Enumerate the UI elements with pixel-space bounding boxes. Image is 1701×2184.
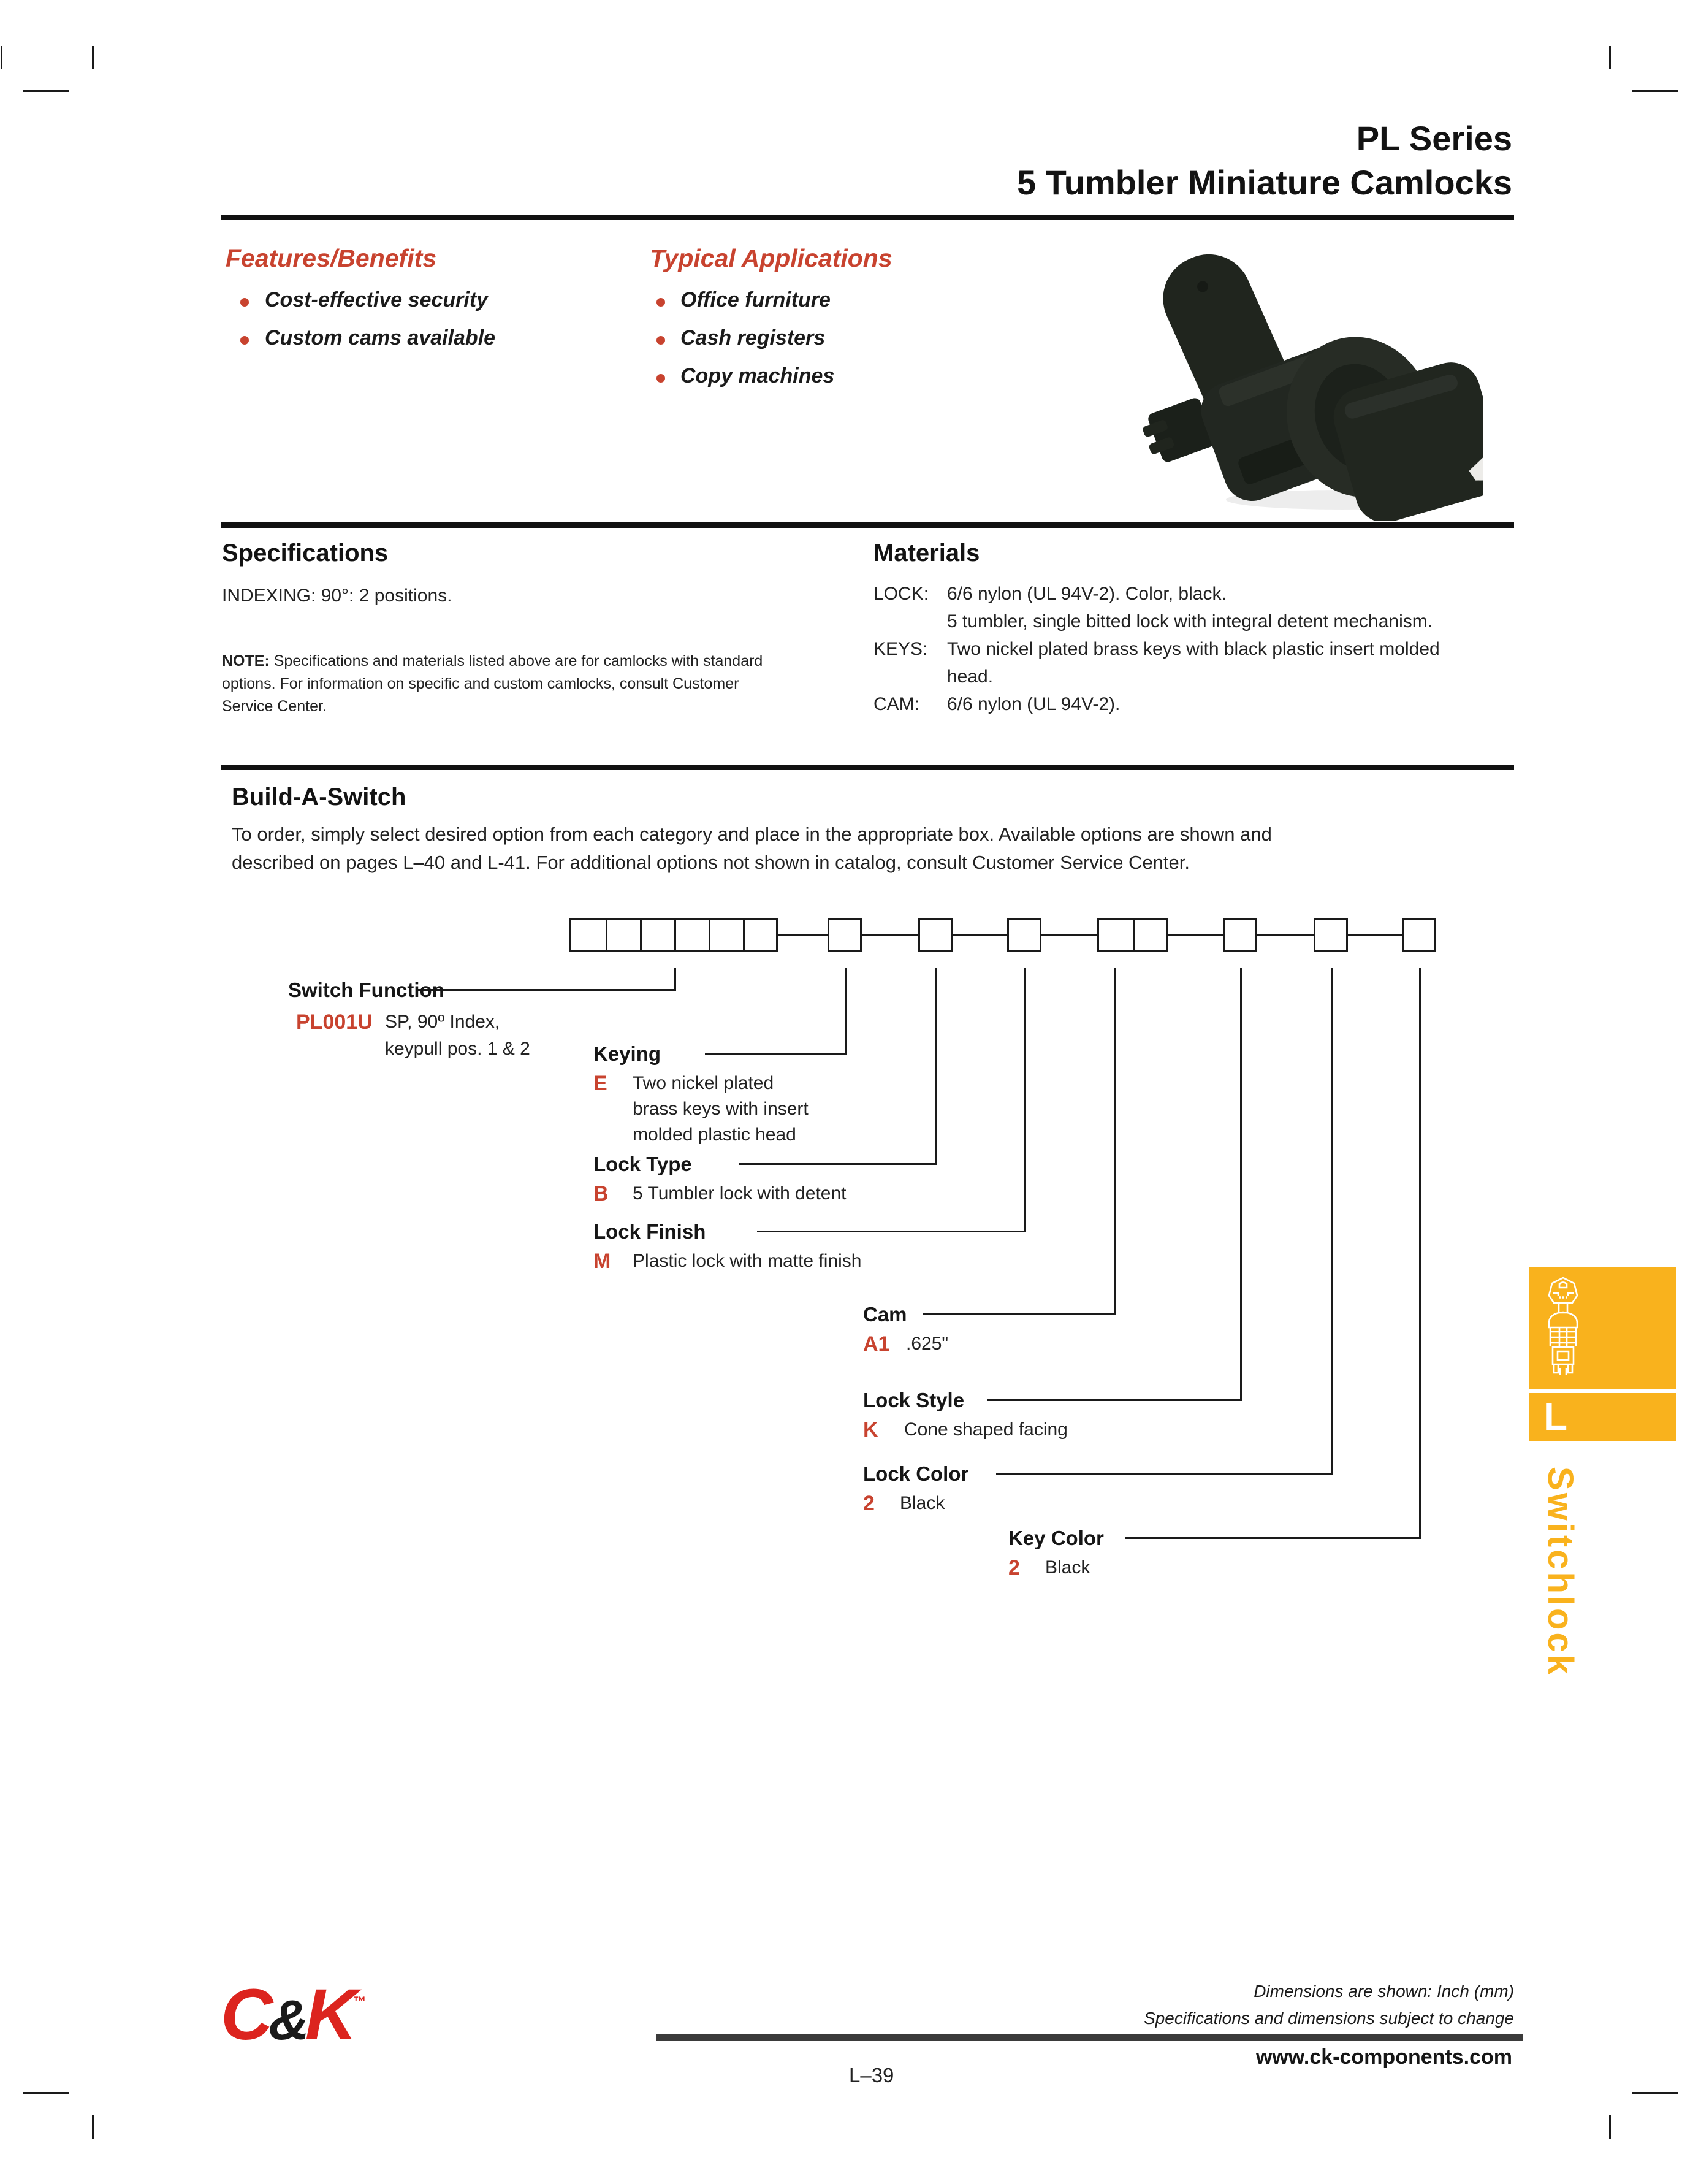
option-code-lock-type: B — [593, 1182, 609, 1205]
crop-mark — [1609, 2115, 1611, 2139]
box-connector — [1348, 934, 1402, 936]
ck-logo-k: K — [305, 1974, 353, 2055]
crop-mark — [1, 46, 2, 69]
ck-logo-amp: & — [268, 1988, 305, 2052]
code-box-keying — [828, 918, 862, 952]
bullet-icon — [656, 374, 665, 383]
option-desc: Cone shaped facing — [904, 1419, 1068, 1440]
option-label-lock-finish: Lock Finish — [593, 1220, 706, 1243]
option-desc: SP, 90º Index, — [385, 1012, 500, 1032]
box-divider — [606, 920, 607, 950]
footer-note-dimensions: Dimensions are shown: Inch (mm) — [1254, 1982, 1514, 2001]
section-tab-letter: L — [1543, 1394, 1568, 1438]
build-heading: Build-A-Switch — [232, 784, 406, 811]
applications-heading: Typical Applications — [650, 244, 892, 272]
leader-line — [705, 1053, 847, 1055]
ck-logo — [221, 1973, 366, 2056]
code-box-lock-style — [1223, 918, 1257, 952]
code-box-key-color — [1402, 918, 1436, 952]
box-divider — [640, 920, 642, 950]
footer-note-specs: Specifications and dimensions subject to change — [1144, 2009, 1514, 2028]
option-code-keying: E — [593, 1072, 607, 1095]
leader-line — [739, 1163, 937, 1165]
key-lock-icon — [1543, 1275, 1583, 1381]
code-box-group-switch-function — [569, 918, 778, 952]
header-rule — [221, 215, 1514, 220]
build-intro-line2: described on pages L–40 and L-41. For additional options not shown in catalog, consult Customer Service Center. — [232, 852, 1190, 873]
box-connector — [862, 934, 918, 936]
crop-mark — [23, 2092, 69, 2094]
leader-line — [845, 968, 847, 1055]
option-desc: Black — [900, 1493, 945, 1513]
page-title-line2: 5 Tumbler Miniature Camlocks — [1016, 163, 1512, 202]
code-box-group-cam — [1097, 918, 1168, 952]
specifications-heading: Specifications — [222, 540, 389, 567]
bullet-icon — [240, 336, 249, 345]
application-item: Office furniture — [680, 288, 831, 311]
box-divider — [1133, 920, 1135, 950]
option-label-key-color: Key Color — [1008, 1527, 1104, 1549]
note-label: NOTE: — [222, 652, 270, 670]
option-label-switch-function: Switch Function — [288, 979, 444, 1001]
box-divider — [709, 920, 710, 950]
leader-line — [757, 1231, 1026, 1232]
code-box-lock-finish — [1007, 918, 1041, 952]
option-label-cam: Cam — [863, 1303, 907, 1326]
material-text: 6/6 nylon (UL 94V-2). — [947, 694, 1121, 714]
option-desc: .625" — [906, 1334, 949, 1354]
box-connector — [1041, 934, 1097, 936]
leader-line — [1240, 968, 1242, 1401]
box-connector — [953, 934, 1007, 936]
section-tab-letter-box — [1529, 1393, 1676, 1441]
leader-line — [935, 968, 937, 1165]
crop-mark — [92, 2115, 94, 2139]
page-number: L–39 — [849, 2064, 894, 2087]
ck-logo-tm: ™ — [352, 1993, 367, 2009]
crop-mark — [1632, 2092, 1678, 2094]
leader-line — [996, 1473, 1333, 1475]
material-label: CAM: — [873, 694, 919, 714]
material-text: 5 tumbler, single bitted lock with integral detent mechanism. — [947, 611, 1433, 632]
page-title — [1017, 116, 1512, 205]
box-divider — [674, 920, 676, 950]
option-label-lock-color: Lock Color — [863, 1462, 969, 1485]
leader-line — [674, 968, 676, 991]
option-code-lock-finish: M — [593, 1250, 611, 1273]
ck-logo-c: C — [221, 1974, 269, 2055]
option-code-lock-style: K — [863, 1418, 878, 1441]
option-label-keying: Keying — [593, 1042, 661, 1065]
crop-mark — [1632, 90, 1678, 92]
section-rule — [221, 522, 1514, 528]
option-desc: Plastic lock with matte finish — [633, 1251, 862, 1271]
option-label-lock-type: Lock Type — [593, 1153, 692, 1175]
code-box-lock-color — [1314, 918, 1348, 952]
option-code-lock-color: 2 — [863, 1492, 875, 1515]
indexing-spec: INDEXING: 90°: 2 positions. — [222, 586, 452, 606]
material-text: head. — [947, 666, 994, 687]
option-code-cam: A1 — [863, 1332, 890, 1356]
option-desc: molded plastic head — [633, 1124, 796, 1145]
application-item: Cash registers — [680, 326, 826, 349]
build-intro — [232, 820, 1272, 877]
feature-item: Cost-effective security — [265, 288, 489, 311]
section-tab-vertical-label: Switchlock — [1540, 1467, 1580, 1677]
materials-heading: Materials — [873, 540, 980, 567]
option-desc: brass keys with insert — [633, 1099, 809, 1119]
page-title-line1: PL Series — [1356, 119, 1512, 158]
material-label: KEYS: — [873, 639, 928, 659]
option-label-lock-style: Lock Style — [863, 1389, 965, 1411]
option-desc: keypull pos. 1 & 2 — [385, 1039, 530, 1059]
material-label: LOCK: — [873, 584, 929, 604]
note-block — [222, 650, 763, 718]
footer-rule — [656, 2034, 1523, 2041]
leader-line — [417, 989, 676, 991]
application-item: Copy machines — [680, 364, 835, 388]
leader-line — [987, 1399, 1242, 1401]
section-rule — [221, 765, 1514, 770]
leader-line — [1125, 1537, 1421, 1539]
crop-mark — [1609, 46, 1611, 69]
feature-item: Custom cams available — [265, 326, 496, 349]
leader-line — [1024, 968, 1026, 1232]
build-intro-line1: To order, simply select desired option from each category and place in the appropriate box. Available options are shown and — [232, 823, 1272, 845]
crop-mark — [92, 46, 94, 69]
box-divider — [743, 920, 745, 950]
leader-line — [1331, 968, 1333, 1475]
features-heading: Features/Benefits — [226, 244, 437, 272]
website-link[interactable]: www.ck-components.com — [1255, 2045, 1512, 2069]
option-code-switch-function: PL001U — [296, 1010, 373, 1034]
box-connector — [1257, 934, 1314, 936]
option-code-key-color: 2 — [1008, 1556, 1020, 1579]
leader-line — [1114, 968, 1116, 1315]
note-line3: Service Center. — [222, 698, 327, 715]
option-desc: 5 Tumbler lock with detent — [633, 1183, 847, 1204]
leader-line — [923, 1313, 1116, 1315]
option-desc: Black — [1045, 1557, 1090, 1578]
crop-mark — [23, 90, 69, 92]
note-line2: options. For information on specific and custom camlocks, consult Customer — [222, 675, 739, 692]
leader-line — [1419, 968, 1421, 1539]
box-connector — [776, 934, 828, 936]
box-connector — [1168, 934, 1223, 936]
code-box-lock-type — [918, 918, 953, 952]
option-desc: Two nickel plated — [633, 1073, 774, 1093]
product-photo-camlock — [1140, 239, 1483, 521]
material-text: Two nickel plated brass keys with black plastic insert molded — [947, 639, 1440, 659]
bullet-icon — [656, 298, 665, 307]
note-line1: Specifications and materials listed above are for camlocks with standard — [269, 652, 763, 670]
material-text: 6/6 nylon (UL 94V-2). Color, black. — [947, 584, 1227, 604]
bullet-icon — [240, 298, 249, 307]
bullet-icon — [656, 336, 665, 345]
